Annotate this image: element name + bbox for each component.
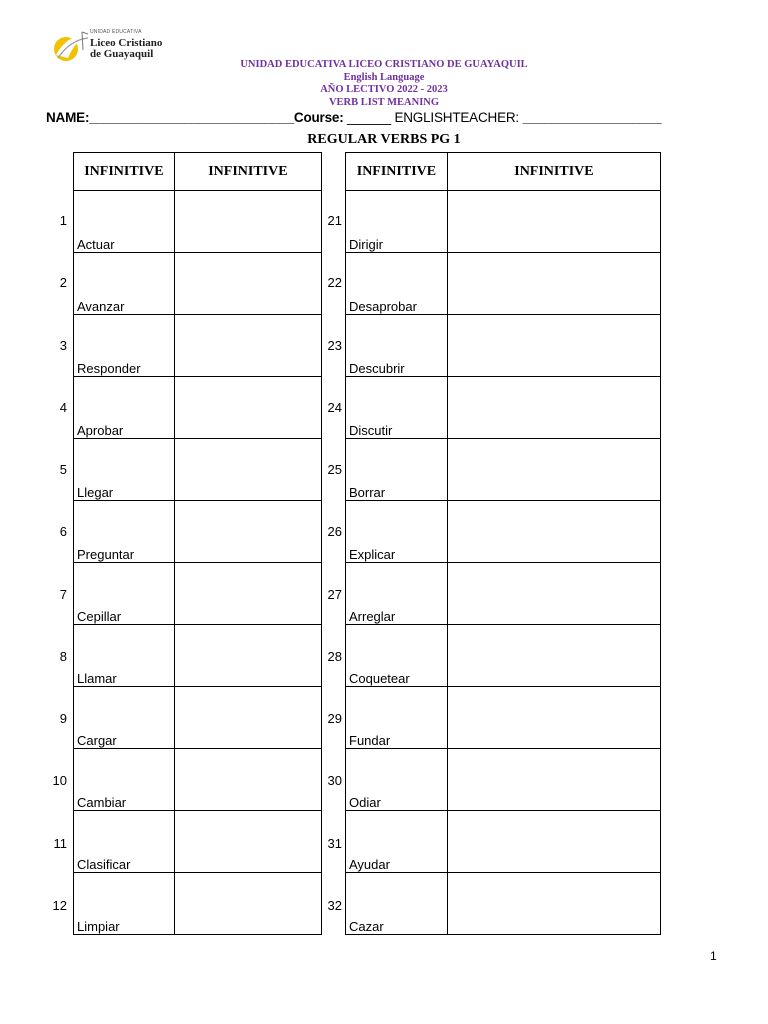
table-row <box>74 439 322 501</box>
row-number: 12 <box>52 897 67 913</box>
verb-cell <box>346 687 448 749</box>
row-number: 28 <box>327 648 342 664</box>
table-row <box>346 563 661 625</box>
teacher-label: ENGLISHTEACHER: <box>394 110 519 125</box>
verb-cell <box>74 253 175 315</box>
row-number: 22 <box>327 275 342 291</box>
row-number: 10 <box>52 773 67 789</box>
page-number: 1 <box>710 949 717 963</box>
verb-text: Cepillar <box>77 609 122 624</box>
table-row <box>74 687 322 749</box>
verb-cell <box>74 501 175 563</box>
school-year: AÑO LECTIVO 2022 - 2023 <box>320 84 448 95</box>
table-header-row <box>74 153 322 191</box>
row-number: 32 <box>327 897 342 913</box>
verb-text: Desaprobar <box>349 299 417 314</box>
table-header-row <box>346 153 661 191</box>
table-row <box>74 625 322 687</box>
table-row <box>346 625 661 687</box>
meaning-answer-cell[interactable] <box>174 873 321 935</box>
verb-cell <box>346 749 448 811</box>
table-row <box>346 501 661 563</box>
list-title: VERB LIST MEANING <box>328 96 440 108</box>
meaning-answer-cell[interactable] <box>447 501 660 563</box>
name-blank[interactable]: ____________________________ <box>89 110 294 125</box>
verb-cell <box>74 191 175 253</box>
verb-cell <box>346 563 448 625</box>
table-row <box>346 439 661 501</box>
right-verb-table <box>345 152 661 935</box>
table-row <box>346 873 661 935</box>
table-row <box>346 253 661 315</box>
row-number: 31 <box>327 835 342 851</box>
verb-cell <box>346 501 448 563</box>
verb-cell <box>74 439 175 501</box>
verb-text: Responder <box>77 361 141 376</box>
verb-text: Limpiar <box>77 919 120 934</box>
page-title: REGULAR VERBS PG 1 <box>307 132 461 147</box>
meaning-answer-cell[interactable] <box>174 563 321 625</box>
verb-cell <box>346 377 448 439</box>
meaning-answer-cell[interactable] <box>447 191 660 253</box>
table-row <box>74 501 322 563</box>
table-row <box>74 811 322 873</box>
column-header: INFINITIVE <box>447 153 660 191</box>
meaning-answer-cell[interactable] <box>447 687 660 749</box>
table-row <box>346 377 661 439</box>
course-blank[interactable]: ______ <box>343 110 395 125</box>
row-number: 8 <box>59 648 67 664</box>
column-header: INFINITIVE <box>346 153 448 191</box>
meaning-answer-cell[interactable] <box>447 563 660 625</box>
verb-text: Llamar <box>77 671 117 686</box>
row-number: 6 <box>59 524 67 540</box>
left-verb-table <box>73 152 322 935</box>
verb-text: Borrar <box>349 485 386 500</box>
verb-text: Cargar <box>77 733 117 748</box>
name-label: NAME: <box>46 110 90 125</box>
verb-text: Ayudar <box>349 857 390 872</box>
verb-cell <box>74 811 175 873</box>
row-number: 9 <box>59 711 67 726</box>
meaning-answer-cell[interactable] <box>447 439 660 501</box>
verb-cell <box>74 749 175 811</box>
verb-cell <box>346 439 448 501</box>
meaning-answer-cell[interactable] <box>447 625 660 687</box>
verb-text: Actuar <box>77 237 115 252</box>
row-number: 26 <box>327 524 342 540</box>
table-row <box>74 253 322 315</box>
meaning-answer-cell[interactable] <box>174 253 321 315</box>
verb-text: Preguntar <box>77 547 135 562</box>
verb-text: Llegar <box>77 485 114 500</box>
table-row <box>74 377 322 439</box>
table-row <box>74 191 322 253</box>
row-number: 30 <box>327 773 342 789</box>
row-number: 25 <box>327 462 342 477</box>
verb-text: Clasificar <box>77 857 131 872</box>
verb-cell <box>74 563 175 625</box>
row-number: 4 <box>59 399 67 415</box>
table-row <box>346 191 661 253</box>
meaning-answer-cell[interactable] <box>174 811 321 873</box>
verb-cell <box>346 315 448 377</box>
student-info-line <box>46 110 661 125</box>
logo-small-text: UNIDAD EDUCATIVA <box>90 29 142 35</box>
meaning-answer-cell[interactable] <box>447 873 660 935</box>
meaning-answer-cell[interactable] <box>447 749 660 811</box>
table-row <box>346 811 661 873</box>
meaning-answer-cell[interactable] <box>174 749 321 811</box>
document-header <box>0 59 768 109</box>
logo-line-2: de Guayaquil <box>90 48 154 60</box>
verb-cell <box>346 873 448 935</box>
table-row <box>346 315 661 377</box>
row-number: 11 <box>53 835 67 851</box>
verb-cell <box>346 253 448 315</box>
verb-text: Avanzar <box>77 299 125 314</box>
table-row <box>74 315 322 377</box>
row-number: 7 <box>59 586 67 602</box>
meaning-answer-cell[interactable] <box>447 315 660 377</box>
column-header: INFINITIVE <box>174 153 321 191</box>
meaning-answer-cell[interactable] <box>174 501 321 563</box>
row-number: 29 <box>327 711 342 726</box>
meaning-answer-cell[interactable] <box>174 687 321 749</box>
verb-cell <box>346 625 448 687</box>
meaning-answer-cell[interactable] <box>174 315 321 377</box>
verb-text: Arreglar <box>349 609 396 624</box>
meaning-answer-cell[interactable] <box>447 811 660 873</box>
verb-text: Descubrir <box>349 361 405 376</box>
row-number: 3 <box>59 337 67 353</box>
subject-name: English Language <box>343 71 425 83</box>
logo-line-1: Liceo Cristiano <box>90 37 163 49</box>
meaning-answer-cell[interactable] <box>174 191 321 253</box>
course-label: Course: <box>293 110 344 125</box>
meaning-answer-cell[interactable] <box>174 377 321 439</box>
verb-cell <box>346 811 448 873</box>
meaning-answer-cell[interactable] <box>447 377 660 439</box>
verb-text: Cambiar <box>77 795 127 810</box>
verb-text: Discutir <box>349 423 393 438</box>
verb-text: Explicar <box>349 547 396 562</box>
row-number: 2 <box>59 275 67 291</box>
verb-text: Dirigir <box>349 237 383 252</box>
table-row <box>346 687 661 749</box>
verb-cell <box>74 377 175 439</box>
row-number: 24 <box>327 399 342 415</box>
meaning-answer-cell[interactable] <box>447 253 660 315</box>
row-number: 5 <box>59 462 67 477</box>
verb-text: Fundar <box>349 733 391 748</box>
table-row <box>346 749 661 811</box>
school-name: UNIDAD EDUCATIVA LICEO CRISTIANO DE GUAYAQUIL <box>240 59 528 70</box>
verb-cell <box>74 315 175 377</box>
verb-cell <box>74 687 175 749</box>
verb-cell <box>74 873 175 935</box>
verb-text: Aprobar <box>77 423 124 438</box>
row-number: 21 <box>327 213 342 228</box>
table-row <box>74 873 322 935</box>
table-row <box>74 563 322 625</box>
verb-text: Odiar <box>349 795 381 810</box>
row-number: 23 <box>327 337 342 353</box>
row-number: 27 <box>327 586 342 602</box>
meaning-answer-cell[interactable] <box>174 625 321 687</box>
column-header: INFINITIVE <box>74 153 175 191</box>
row-number: 1 <box>59 213 67 228</box>
meaning-answer-cell[interactable] <box>174 439 321 501</box>
verb-text: Coquetear <box>349 671 410 686</box>
teacher-blank[interactable]: ___________________ <box>518 110 662 125</box>
verb-cell <box>346 191 448 253</box>
verb-cell <box>74 625 175 687</box>
table-row <box>74 749 322 811</box>
verb-text: Cazar <box>349 919 384 934</box>
